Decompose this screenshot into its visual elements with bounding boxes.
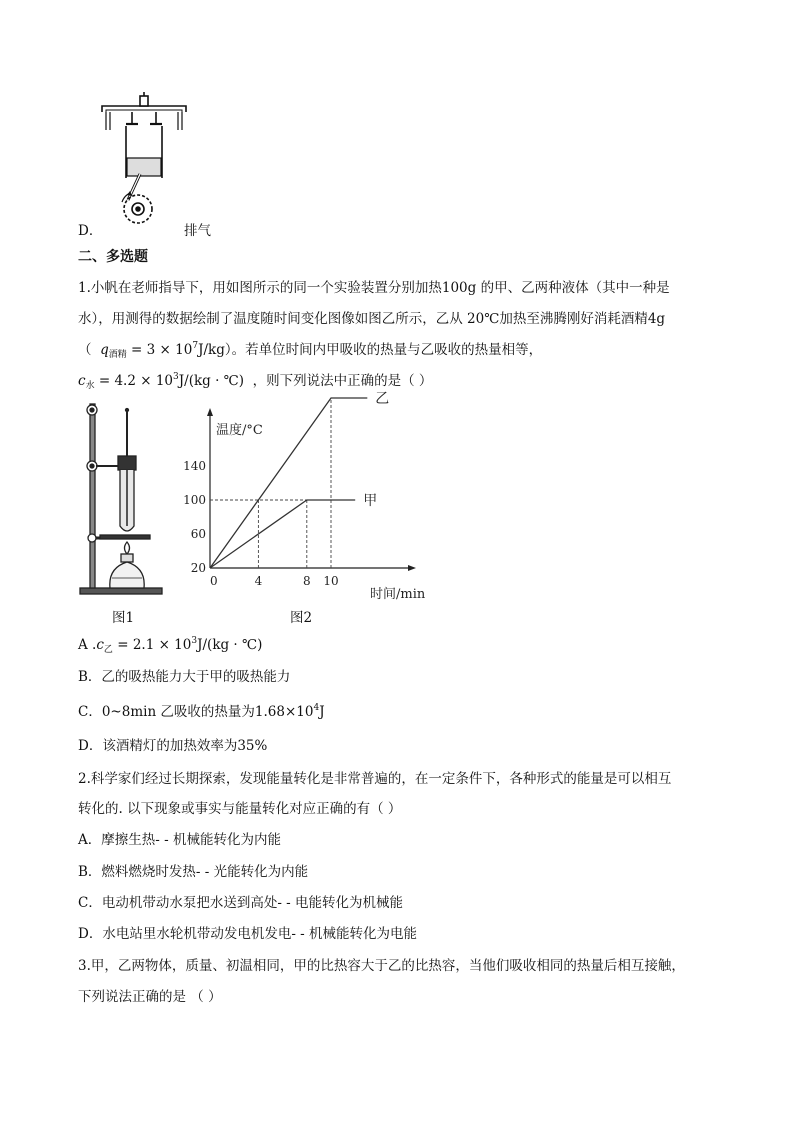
option-d-caption: 排气: [184, 223, 211, 239]
figure1-apparatus: [76, 398, 166, 600]
x-axis-label: 时间/min: [370, 587, 426, 602]
c-yi-symbol: c: [96, 637, 104, 653]
engine-exhaust-diagram: [96, 92, 192, 227]
q1-option-c-text: C．0~8min 乙吸收的热量为1.68×10: [78, 704, 314, 720]
q2-line1: 2.科学家们经过长期探索，发现能量转化是非常普遍的，在一定条件下，各种形式的能量是可以相互: [78, 771, 672, 787]
y-axis-label: 温度/°C: [216, 423, 263, 438]
q1-line3: [78, 341, 542, 359]
c-yi-value: = 2.1 × 10: [112, 637, 192, 653]
y-tick-label: 20: [190, 561, 206, 575]
y-tick-label: 60: [190, 527, 206, 541]
q1-line4-rest: ，则下列说法中正确的是（ ）: [252, 373, 433, 389]
q1-line3-rest: 。若单位时间内甲吸收的热量与乙吸收的热量相等，: [231, 342, 543, 358]
q2-option-a: A．摩擦生热- - 机械能转化为内能: [78, 832, 281, 848]
c-yi-exponent: 3: [191, 636, 198, 646]
q2-option-d: D．水电站里水轮机带动发电机发电- - 机械能转化为电能: [78, 926, 418, 942]
q2-option-c: C．电动机带动水泵把水送到高处- - 电能转化为机械能: [78, 895, 404, 911]
c-yi-subscript: 乙: [103, 645, 113, 655]
c-yi-unit: J/(kg · ℃): [197, 637, 263, 653]
x-tick-label: 0: [210, 574, 218, 588]
q1-option-c-unit: J: [319, 704, 325, 720]
q1-line4: [78, 372, 432, 390]
q-exponent: 7: [192, 341, 199, 351]
x-tick-label: 10: [323, 574, 339, 588]
q1-option-a-label: A .: [78, 637, 97, 653]
y-tick-label: 140: [183, 459, 206, 473]
q-symbol: q: [100, 342, 109, 358]
x-tick-label: 8: [302, 574, 311, 588]
q-value: = 3 × 10: [126, 342, 193, 358]
q-subscript: 酒精: [108, 350, 127, 360]
q1-line3-open: （: [78, 342, 92, 358]
y-axis-arrow: [207, 408, 213, 416]
series-label: 乙: [375, 391, 390, 407]
q2-option-b: B．燃料燃烧时发热- - 光能转化为内能: [78, 864, 309, 880]
series-label: 甲: [363, 493, 378, 509]
q-unit: J/kg）: [198, 342, 232, 358]
q1-line2: 水），用测得的数据绘制了温度随时间变化图像如图乙所示，乙从 20℃加热至沸腾刚好消耗酒精4g: [78, 311, 666, 327]
series-line: [210, 500, 355, 568]
x-tick-label: 4: [254, 574, 263, 588]
fig2-caption: 图2: [290, 610, 313, 626]
q3-line2: 下列说法正确的是 （ ）: [78, 989, 222, 1005]
x-axis-arrow: [408, 565, 416, 571]
q2-line2: 转化的. 以下现象或事实与能量转化对应正确的有（ ）: [78, 801, 402, 817]
section-title: 二、多选题: [78, 249, 148, 265]
c-value: = 4.2 × 10: [94, 373, 174, 389]
y-tick-label: 100: [183, 493, 206, 507]
c-unit: J/(kg · ℃): [178, 373, 245, 389]
c-symbol: c: [78, 373, 86, 389]
c-subscript: 水: [85, 381, 95, 391]
fig1-caption: 图1: [112, 610, 135, 626]
figure2-chart: [180, 391, 440, 605]
q1-option-c-exponent: 4: [313, 703, 320, 713]
option-d-label: D．: [78, 223, 103, 239]
q1-option-b: B．乙的吸热能力大于甲的吸热能力: [78, 669, 291, 685]
q1-option-d: D．该酒精灯的加热效率为35%: [78, 738, 268, 754]
c-exponent: 3: [173, 372, 179, 382]
temperature-chart-svg: [180, 391, 440, 605]
q1-option-c: [78, 703, 325, 721]
q3-line1: 3.甲，乙两物体，质量、初温相同，甲的比热容大于乙的比热容，当他们吸收相同的热量后相互接触，: [78, 958, 685, 974]
q1-line1: 1.小帆在老师指导下，用如图所示的同一个实验装置分别加热100g 的甲、乙两种液体（其中一种是: [78, 280, 670, 296]
q1-option-a: [78, 636, 262, 654]
